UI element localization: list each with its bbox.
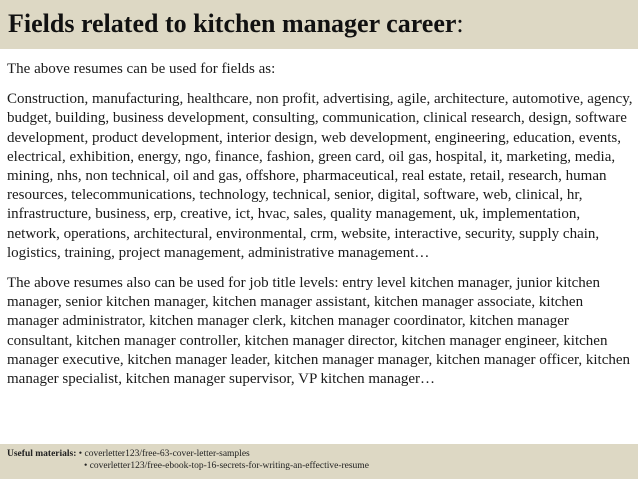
title-bar xyxy=(0,0,638,49)
footer-label-colon: : xyxy=(73,449,77,459)
main-content xyxy=(7,60,635,400)
footer xyxy=(0,444,638,479)
page-title-colon: : xyxy=(456,9,464,38)
page-title-text: Fields related to kitchen manager career xyxy=(8,9,457,38)
fields-paragraph: Construction, manufacturing, healthcare, non profit, advertising, agile, architecture, automotive, agency, budget, building, business development, consulting, communication, clinical research, design, software development, product development, interior design, web development, engineering, education, events, electrical, exhibition, energy, ngo, finance, fashion, green card, oil gas, hospital, it, marketing, media, mining, nhs, non technical, oil and gas, offshore, pharmaceutical, real estate, retail, research, human resources, telecommunications, technology, technical, senior, digital, software, web, clinical, hr, infrastructure, business, erp, creative, ict, hvac, sales, quality management, uk, implementation, network, operations, architectural, environmental, crm, website, interactive, security, supply chain, logistics, training, project management, administrative management… xyxy=(7,91,633,261)
job-levels-paragraph: The above resumes also can be used for job title levels: entry level kitchen manager, junior kitchen manager, senior kitchen manager, kitchen manager assistant, kitchen manager associate, kitchen manager administrator, kitchen manager clerk, kitchen manager coordinator, kitchen manager consultant, kitchen manager controller, kitchen manager director, kitchen manager engineer, kitchen manager executive, kitchen manager leader, kitchen manager manager, kitchen manager officer, kitchen manager specialist, kitchen manager supervisor, VP kitchen manager… xyxy=(7,275,631,388)
footer-link[interactable]: • coverletter123/free-ebook-top-16-secrets-for-writing-an-effective-resume xyxy=(84,461,369,471)
footer-row-2 xyxy=(7,460,638,472)
footer-link[interactable]: • coverletter123/free-63-cover-letter-samples xyxy=(78,449,250,459)
footer-label: Useful materials xyxy=(7,449,74,459)
page-title xyxy=(8,9,464,38)
intro-text: The above resumes can be used for fields as: xyxy=(7,61,276,77)
footer-row-1 xyxy=(7,448,638,460)
